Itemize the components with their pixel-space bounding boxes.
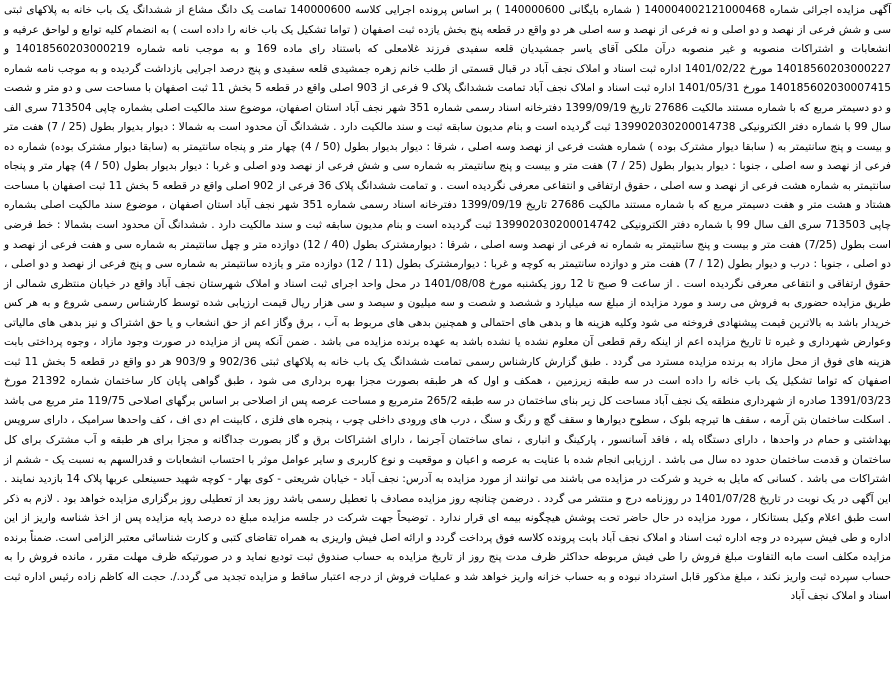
auction-notice-text: آگهی مزایده اجرائی شماره 140004002121000468 ( شماره بایگانی 140000600 ) بر اساس پرونده اجرایی کلاسه 140000600 تمامت یک دانگ مشاع از ششدانگ یک باب خانه به پلاکهای ثبتی سی و شش فرعی از نهصد و دو اصلی و نه فرعی از نهصد و سه اصلی هر دو واقع در قطعه پنج بخش یازده ثبت اصفهان ( تواما تشکیل یک باب خانه را داده است ) به انضمام کلیه توابع و لواحق عرفیه و انشعابات و اشتراکات منصوبه و غیر منصوبه درآن ملکی آقای یاسر جمشیدیان قلعه سفیدی فرزند غلامعلی که باستناد رای ماده 169 و به موجب نامه شماره 14018560203000219 و 14018560203000227 مورخ 1401/02/22 اداره ثبت اسناد و املاک نجف آباد در قبال قسمتی از طلب خانم زهره جمشیدی قلعه سفیدی و پنج درصد اجرایی بازداشت گردیده و به موجب نامه شماره 140185602030007415 مورخ 1401/05/31 اداره ثبت اسناد و املاک نجف آباد تمامت ششدانگ پلاک 9 فرعی از 903 اصلی واقع در قطعه 5 بخش 11 ثبت اصفهان با مساحت سی و دو متر و شصت و دو دسیمتر مربع که با شماره مستند مالکیت 27686 تاریخ 1399/09/19 دفترخانه اسناد رسمی شماره 351 شهر نجف آباد استان اصفهان، موضوع سند مالکیت اصلی بشماره چاپی 713504 سری الف سال 99 با شماره دفتر الکترونیکی 139902030200014738 ثبت گردیده است و بنام مدیون سابقه ثبت و سند مالکیت دارد . ششدانگ آن محدود است به شمالا : دیوار بدیوار بطول (25 / 7) هفت متر و بیست و پنج سانتیمتر به ( سابقا دیوار مشترک بوده ) شماره هشت فرعی از نهصد وسه اصلی ، شرقا : دیوار بدیوار بطول (50 / 4) چهار متر و پنجاه سانتیمتر به (سابقا دیوار مشترک بوده) شماره ده فرعی از نهصد و سه اصلی ، جنوبا : دیوار بدیوار بطول (25 / 7) هفت متر و بیست و پنج سانتیمتر به شماره سی و شش فرعی از نهصد ودو اصلی و غربا : دیوار بدیوار بطول (50 / 4) چهار متر و پنجاه سانتیمتر به شماره هشت فرعی از نهصد و سه اصلی ، حقوق ارتفاقی و انتفاعی معرفی نگردیده است . و تمامت ششدانگ پلاک 36 فرعی از 902 اصلی واقع در قطعه 5 بخش 11 ثبت اصفهان با مساحت هشتاد و هشت متر و هفت دسیمتر مربع که با شماره مستند مالکیت 27686 تاریخ 1399/09/19 دفترخانه اسناد رسمی شماره 351 شهر نجف آباد استان اصفهان ، موضوع سند مالکیت اصلی بشماره چاپی 713503 سری الف سال 99 با شماره دفتر الکترونیکی 139902030200014742 ثبت گردیده است و بنام مدیون سابقه ثبت و سند مالکیت دارد . ششدانگ آن محدود است بشمالا : خط فرضی است بطول (7/25) هفت متر و بیست و پنج سانتیمتر به شماره نه فرعی از نهصد وسه اصلی ، شرقا : دیوارمشترک بطول (40 / 12) دوازده متر و چهل سانتیمتر به شماره سی و هفت فرعی از نهصد و دو اصلی ، جنوبا : درب و دیوار بطول (12 / 7) هفت متر و دوازده سانتیمتر به کوچه و غربا : دیوارمشترک بطول (11 / 12) دوازده متر و یازده سانتیمتر به شماره سی و پنج فرعی از نهصد و دو اصلی ، حقوق ارتفاقی و انتفاعی معرفی نگردیده است . از ساعت 9 صبح تا 12 روز یکشنبه مورخ 1401/08/08 در محل واحد اجرای ثبت اسناد و املاک شهرستان نجف آباد واقع در خیابان منتظری شمالی از طریق مزایده حضوری به فروش می رسد و مورد مزایده از مبلغ سه میلیارد و ششصد و شصت و سه میلیون و سیصد و سی هزار ریال قیمت ارزیابی شده توسط کارشناس رسمی شروع و به هر کس خریدار باشد به بالاترین قیمت پیشنهادی فروخته می شود وکلیه هزینه ها و بدهی های احتمالی و همچنین بدهی های مربوط به آب ، برق وگاز اعم از حق انشعاب و یا حق اشتراک و نیز بدهی های مالیاتی وعوارض شهرداری و غیره تا تاریخ مزایده اعم از اینکه رقم قطعی آن معلوم نشده یا نشده باشد به عهده برنده مزایده می باشد . ضمن آنکه پس از مزایده در صورت وجود مازاد ، وجوه پرداختی بابت هزینه های فوق از محل مازاد به برنده مزایده مسترد می گردد . طبق گزارش کارشناس رسمی تمامت ششدانگ یک باب خانه به پلاکهای ثبتی 902/36 و 903/9 هر دو واقع در قطعه 5 بخش 11 ثبت اصفهان که تواما تشکیل یک باب خانه را داده است در سه طبقه زیرزمین ، همکف و اول که هر طبقه بصورت مجزا بهره برداری می شود ، طبق گواهی پایان کار ساختمان شماره 21392 مورخ 1391/03/23 صادره از شهرداری منطقه یک نجف آباد مساحت کل زیر بنای ساختمان در سه طبقه 265/2 مترمربع و مساحت عرصه پس از اصلاحی بر اساس برگهای اصلاحی 119/75 متر مربع می باشد . اسکلت ساختمان بتن آرمه ، سقف ها تیرچه بلوک ، سطوح دیوارها و سقف گچ و رنگ و سنگ ، درب های ورودی داخلی چوب ، پنجره های فلزی ، کابینت ام دی اف ، کف واحدها سرامیک ، دارای سرویس بهداشتی و حمام در واحدها ، دارای دستگاه پله ، فاقد آسانسور ، پارکینگ و انباری ، نمای ساختمان آجرنما ، دارای اشتراکات برق و گاز بصورت جداگانه و مجزا برای هر طبقه و آب مشترک برای کل ساختمان و قدمت ساختمان حدود ده سال می باشد . ارزیابی انجام شده با عنایت به عرصه و اعیان و موقعیت و نوع کاربری و سایر عوامل موثر با احتساب انشعابات و قدرالسهم به نسبت یک - ششم از اشتراکات می باشد . کسانی که مایل به خرید و شرکت در مزایده می باشند می توانند از مورد مزایده به آدرس: نجف آباد - خیابان شریعتی - کوی بهار - کوچه شهید حسینعلی عربها پلاک 14 بازدید نمایند . این آگهی در یک نوبت در تاریخ 1401/07/28 در روزنامه درج و منتشر می گردد . درضمن چنانچه روز مزایده مصادف با تعطیل رسمی باشد روز بعد از تعطیلی روز برگزاری مزایده خواهد بود . لازم به ذکر است طبق اعلام وکیل بستانکار ، مورد مزایده در حال حاضر تحت پوشش هیچگونه بیمه ای قرار ندارد . توضیحاً جهت شرکت در جلسه مزایده مبلغ ده درصد پایه مزایده پس از اخذ شناسه واریز از این اداره و طی فیش سپرده در وجه اداره ثبت اسناد و املاک نجف آباد بابت پرونده کلاسه فوق پرداخت گردد و ارائه اصل فیش واریزی به همراه تقاضای کتبی و کارت شناسائی معتبر الزامی است. ضمناً برنده مزایده مکلف است مابه التفاوت مبلغ فروش را طی فیش مربوطه حداکثر ظرف مدت پنج روز از تاریخ مزایده به حساب صندوق ثبت تودیع نماید و در صورتیکه ظرف مهلت مقرر ، مانده فروش را به حساب سپرده ثبت واریز نکند ، مبلغ مذکور قابل استرداد نبوده و به حساب خزانه واریز خواهد شد و عملیات فروش از درجه اعتبار ساقط و مزایده تجدید می گردد./. حجت اله کاظم زاده رئیس اداره ثبت اسناد و املاک نجف آباد [4,4,892,603]
auction-notice [4,0,891,691]
